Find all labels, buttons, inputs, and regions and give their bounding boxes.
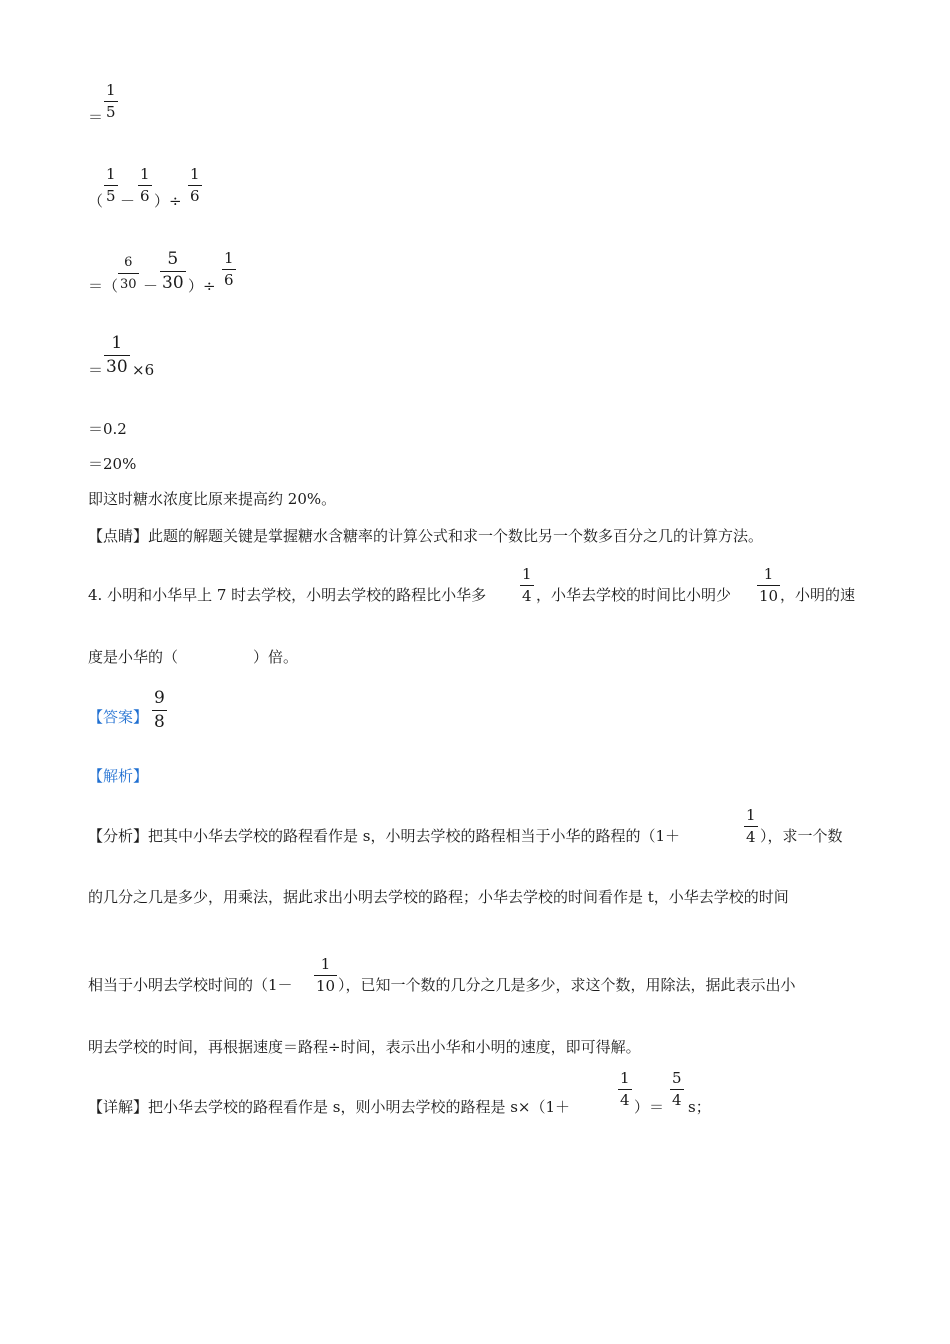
fenxi-line2: 的几分之几是多少，用乘法，据此求出小明去学校的路程；小华去学校的时间看作是 t，小华去学校的时间 (88, 888, 789, 906)
xiangjie-fraction-1: $\frac{1}{4}$ (620, 1069, 630, 1109)
answer-fraction: $\frac{9}{8}$ (154, 688, 165, 732)
fenxi-line3b: ），已知一个数的几分之几是多少，求这个数，用除法，据此表示出小 (338, 976, 796, 994)
fenxi-line3a: 相当于小明去学校时间的（1－ (88, 976, 293, 994)
answer-label: 【答案】 (88, 708, 149, 726)
xiangjie-part-b: ）＝ (634, 1098, 665, 1116)
step3-minus: － (143, 277, 159, 295)
xiangjie-part-a: 【详解】把小华去学校的路程看作是 s，则小明去学校的路程是 s×（1＋ (88, 1098, 571, 1116)
fenxi-line1a: 【分析】把其中小华去学校的路程看作是 s，小明去学校的路程相当于小华的路程的（1＋ (88, 827, 681, 845)
step3-fraction-2: $\frac{5}{30}$ (162, 249, 184, 293)
xiangjie-part-c: s； (688, 1098, 711, 1116)
step4-tail: ×6 (132, 361, 155, 379)
dianjing-text: 【点睛】此题的解题关键是掌握糖水含糖率的计算公式和求一个数比另一个数多百分之几的计算方法。 (88, 527, 764, 545)
step2-minus: － (120, 192, 136, 210)
fenxi-fraction-1: $\frac{1}{4}$ (746, 806, 756, 846)
numerator: 1 (106, 81, 116, 99)
step3-fraction-1: $\frac{6}{30}$ (120, 255, 137, 292)
fenxi-fraction-2: $\frac{1}{10}$ (316, 955, 336, 995)
step2-fraction-2: $\frac{1}{6}$ (140, 165, 150, 205)
denominator: 5 (106, 103, 116, 121)
fenxi-line4: 明去学校的时间，再根据速度＝路程÷时间，表示出小华和小明的速度，即可得解。 (88, 1038, 641, 1056)
question-4-fraction-2: $\frac{1}{10}$ (759, 565, 779, 605)
step1-fraction (104, 82, 118, 121)
step2-open: （ (88, 192, 104, 210)
xiangjie-fraction-2: $\frac{5}{4}$ (672, 1069, 682, 1109)
step5: ＝0.2 (88, 420, 127, 438)
conclusion-text: 即这时糖水浓度比原来提高约 20%。 (88, 490, 337, 508)
step1-eq: ＝ (88, 108, 104, 126)
step3-eq: ＝（ (88, 277, 119, 295)
step4-fraction: $\frac{1}{30}$ (106, 333, 128, 377)
question-4-part3: ，小明的速 (780, 586, 856, 604)
step2-fraction-1: $\frac{1}{5}$ (106, 165, 116, 205)
question-4-line2: 度是小华的（ ）倍。 (88, 648, 299, 666)
fenxi-line1b: ），求一个数 (760, 827, 843, 845)
question-4-fraction-1: $\frac{1}{4}$ (522, 565, 532, 605)
step3-close: ）÷ (188, 277, 216, 295)
step2-close: ）÷ (154, 192, 182, 210)
step4-eq: ＝ (88, 361, 104, 379)
question-4-part2: ，小华去学校的时间比小明少 (536, 586, 732, 604)
step3-fraction-3: $\frac{1}{6}$ (224, 249, 234, 289)
step2-fraction-3: $\frac{1}{6}$ (190, 165, 200, 205)
jiexi-label: 【解析】 (88, 767, 149, 785)
question-4-part1: 4. 小明和小华早上 7 时去学校，小明去学校的路程比小华多 (88, 586, 487, 604)
step6: ＝20% (88, 455, 137, 473)
